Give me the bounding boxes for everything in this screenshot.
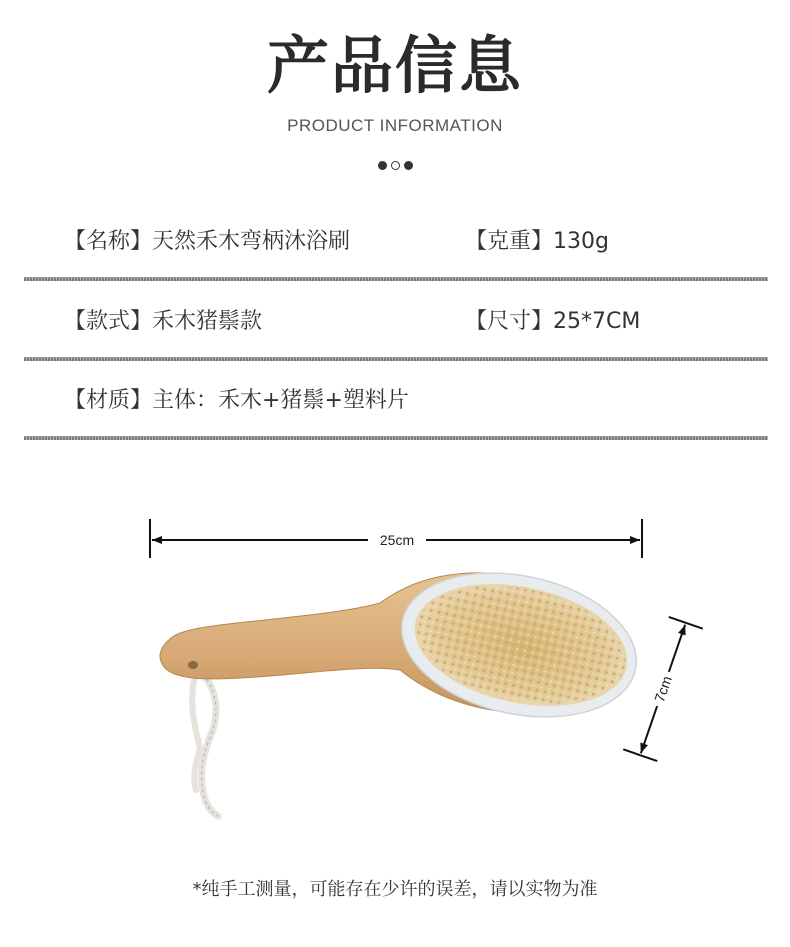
- length-label: 25cm: [379, 532, 415, 548]
- spec-value: 主体：禾木+猪鬃+塑料片: [152, 388, 409, 413]
- row-divider: [24, 357, 768, 361]
- spec-label: 【款式】: [64, 309, 153, 334]
- spec-label: 【尺寸】: [465, 309, 554, 334]
- measurement-footnote: *纯手工测量，可能存在少许的误差，请以实物为准: [192, 879, 598, 900]
- spec-value: 禾木猪鬃款: [152, 309, 263, 334]
- row-divider: [24, 277, 768, 281]
- dot-icon: [391, 161, 400, 170]
- spec-name: [64, 203, 350, 281]
- brush-illustration: [0, 500, 790, 840]
- page-subtitle: PRODUCT INFORMATION: [287, 116, 503, 135]
- row-divider: [24, 436, 768, 440]
- spec-material: [64, 362, 409, 440]
- spec-value: 天然禾木弯柄沐浴刷: [152, 229, 351, 254]
- dot-icon: [378, 161, 387, 170]
- product-figure: [0, 500, 790, 840]
- spec-weight: [465, 203, 609, 281]
- width-dimension: [623, 617, 703, 761]
- spec-value: 25*7CM: [553, 309, 641, 334]
- hang-hole: [188, 661, 198, 669]
- decorative-dots: [378, 161, 414, 173]
- spec-row-style-size: [24, 283, 768, 361]
- spec-size: [465, 283, 640, 361]
- spec-label: 【材质】: [64, 388, 153, 413]
- length-dimension: [150, 519, 642, 558]
- spec-row-material: [24, 362, 768, 440]
- width-label: 7cm: [651, 673, 675, 705]
- dot-icon: [404, 161, 413, 170]
- spec-value: 130g: [553, 229, 609, 254]
- spec-label: 【名称】: [64, 229, 153, 254]
- spec-label: 【克重】: [465, 229, 554, 254]
- spec-style: [64, 283, 262, 361]
- page-title: 产品信息: [266, 29, 523, 102]
- spec-row-name-weight: [24, 203, 768, 281]
